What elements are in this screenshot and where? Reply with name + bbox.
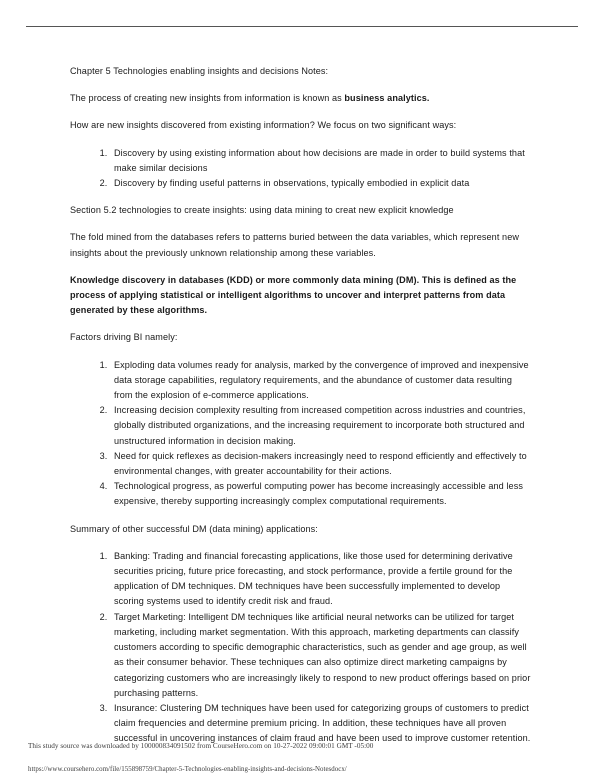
paragraph-business-analytics xyxy=(70,91,532,106)
dm-applications-list xyxy=(70,549,532,747)
document-body xyxy=(70,64,532,759)
page-top-divider xyxy=(26,26,578,27)
list-item: 4. Technological progress, as powerful computing power has become increasingly accessible and less expensive, thereby supporting increasingly complex computational requirements. xyxy=(110,479,532,509)
term-business-analytics: business analytics. xyxy=(344,93,430,104)
list-item: 1. Discovery by using existing information about how decisions are made in order to build systems that make similar decisions xyxy=(110,146,532,176)
discovery-ways-list xyxy=(70,146,532,192)
chapter-title-line: Chapter 5 Technologies enabling insights and decisions Notes: xyxy=(70,66,329,76)
heading-factors-driving-bi: Factors driving BI namely: xyxy=(70,332,178,343)
list-item: 2. Increasing decision complexity resulting from increased competition across industries and countries, globally distributed organizations, and the increasing requirement to incorporate both structured and unstructured information in decision making. xyxy=(110,403,532,449)
paragraph-how-discovered: How are new insights discovered from existing information? We focus on two significant ways: xyxy=(70,120,457,131)
paragraph-kdd-definition: Knowledge discovery in databases (KDD) or more commonly data mining (DM). This is defined as the process of applying statistical or intelligent algorithms to uncover and interpret patterns from data generated by these algorithms. xyxy=(70,274,517,316)
list-item: 2. Discovery by finding useful patterns in observations, typically embodied in explicit data xyxy=(110,176,532,191)
download-watermark xyxy=(28,741,578,751)
list-item: 1. Banking: Trading and financial forecasting applications, like those used for determining derivative securities pricing, future price forecasting, and stock performance, provide a fertile ground for the application of DM techniques. DM techniques have been successfully implemented to develop scoring systems used to identify credit risk and fraud. xyxy=(110,549,532,610)
paragraph-fold-mined: The fold mined from the databases refers to patterns buried between the data variables, which represent new insights about the previously unknown relationship among these variables. xyxy=(70,232,520,258)
watermark-text: This study source was downloaded by 100000834091502 from CourseHero.com on 10-27-2022 09:00:01 GMT -05:00 xyxy=(28,742,374,750)
factors-driving-bi-list xyxy=(70,358,532,510)
heading-dm-applications: Summary of other successful DM (data mining) applications: xyxy=(70,523,318,534)
list-item: 3. Insurance: Clustering DM techniques have been used for categorizing groups of customers to predict claim frequencies and determine premium pricing. In addition, these techniques have all proven successful in uncovering instances of claim fraud and have been used to improve customer retention. xyxy=(110,701,532,747)
list-item: 1. Exploding data volumes ready for analysis, marked by the convergence of improved and inexpensive data storage capabilities, regulatory requirements, and the abundance of customer data resulting from the explosion of e-commerce applications. xyxy=(110,358,532,404)
list-item: 3. Need for quick reflexes as decision-makers increasingly need to respond efficiently and effectively to environmental changes, with greater accountability for their actions. xyxy=(110,449,532,479)
source-url: https://www.coursehero.com/file/155898759/Chapter-5-Technologies-enabling-insights-and-decisions-Notesdocx/ xyxy=(28,766,347,773)
paragraph-section-5-2: Section 5.2 technologies to create insights: using data mining to creat new explicit knowledge xyxy=(70,205,454,216)
paragraph-business-analytics-text: The process of creating new insights from information is known as xyxy=(70,93,345,104)
list-item: 2. Target Marketing: Intelligent DM techniques like artificial neural networks can be utilized for target marketing, including market segmentation. With this approach, marketing departments can classify customers according to specific demographic characteristics, such as gender and age group, as well as their consumer behavior. These techniques can also optimize direct marketing campaigns by categorizing customers who are increasingly likely to respond to new product offerings based on prior purchasing patterns. xyxy=(110,610,532,701)
